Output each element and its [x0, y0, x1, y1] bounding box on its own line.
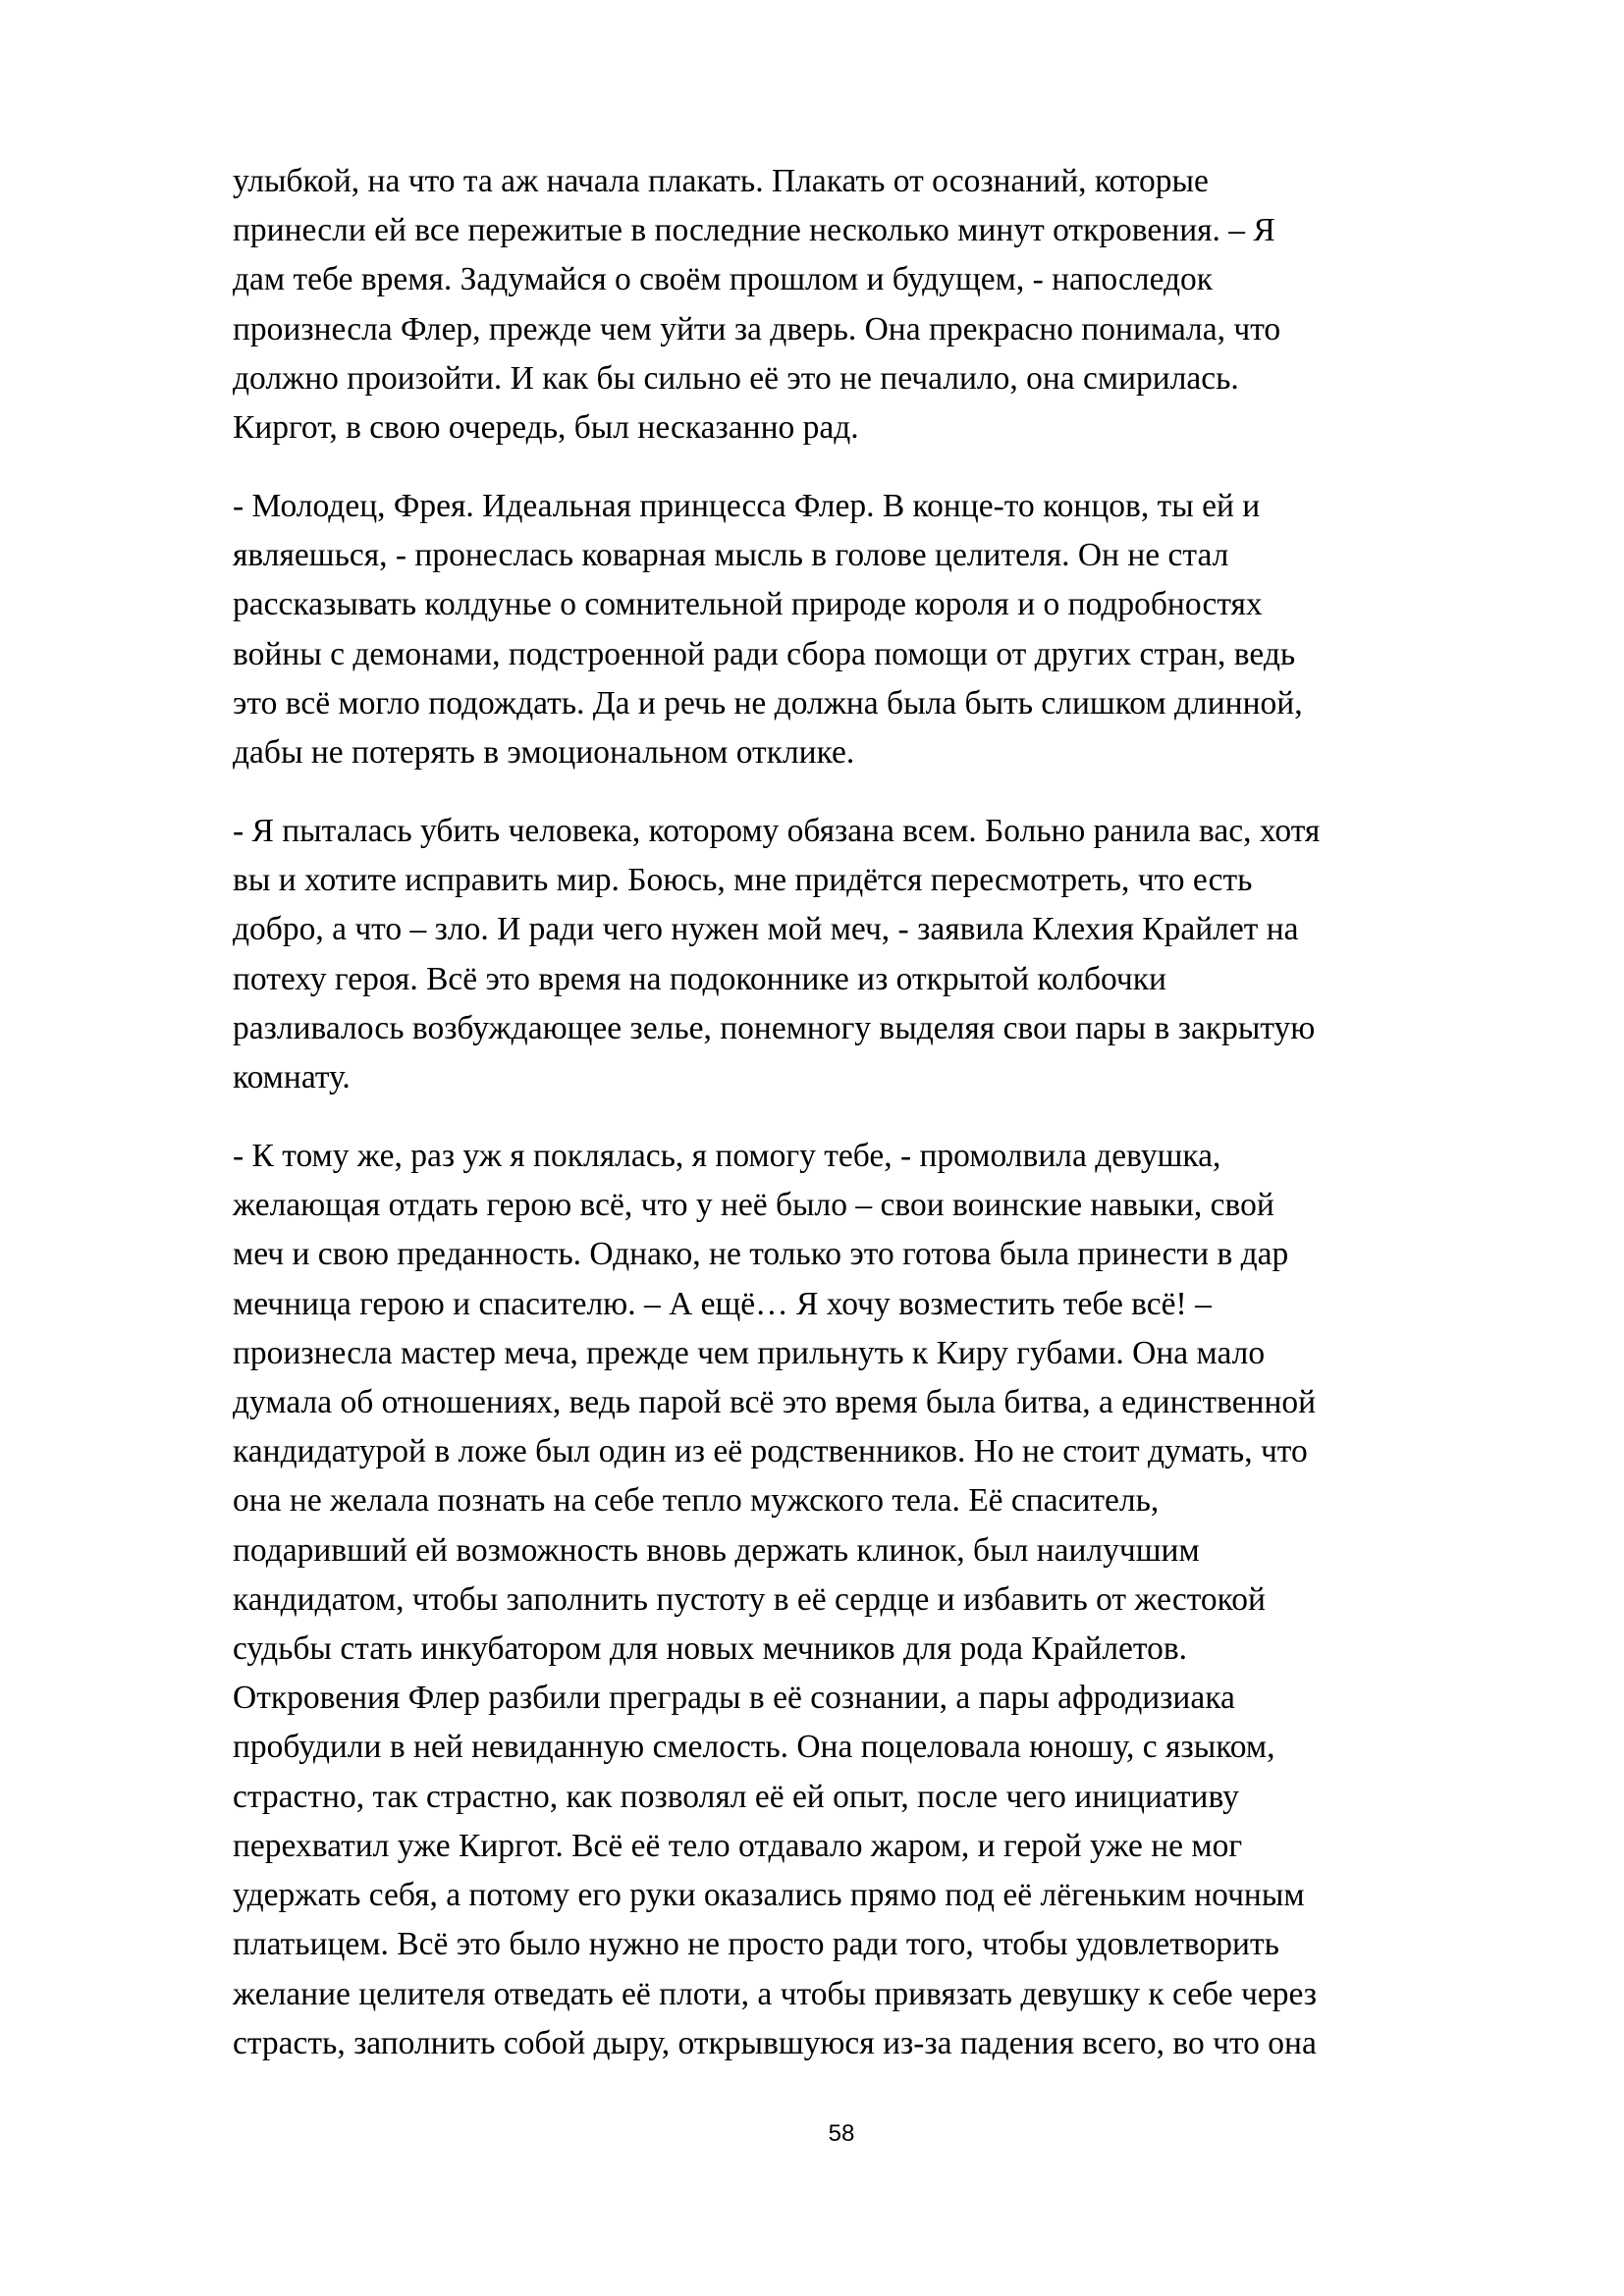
text-line: добро, а что – зло. И ради чего нужен мой меч, - заявила Клехия Крайлет на	[233, 911, 1299, 948]
text-line: рассказывать колдунье о сомнительной природе короля и о подробностях	[233, 586, 1263, 623]
text-line: должно произойти. И как бы сильно её это не печалило, она смирилась.	[233, 359, 1239, 397]
text-line: страстно, так страстно, как позволял её ей опыт, после чего инициативу	[233, 1778, 1239, 1815]
text-line: Откровения Флер разбили преграды в её сознании, а пары афродизиака	[233, 1680, 1235, 1717]
paragraph	[233, 807, 1529, 1102]
text-line: кандидатурой в ложе был один из её родственников. Но не стоит думать, что	[233, 1433, 1308, 1470]
text-line: вы и хотите исправить мир. Боюсь, мне придётся пересмотреть, что есть	[233, 862, 1253, 899]
text-line: улыбкой, на что та аж начала плакать. Плакать от осознаний, которые	[233, 163, 1209, 199]
text-line: кандидатом, чтобы заполнить пустоту в её сердце и избавить от жестокой	[233, 1580, 1266, 1618]
text-line: войны с демонами, подстроенной ради сбора помощи от других стран, ведь	[233, 635, 1296, 672]
text-line: принесли ей все пережитые в последние несколько минут откровения. – Я	[233, 212, 1275, 249]
text-line: желающая отдать герою всё, что у неё было – свои воинские навыки, свой	[233, 1187, 1274, 1224]
text-line: платьицем. Всё это было нужно не просто ради того, чтобы удовлетворить	[233, 1926, 1279, 1963]
text-line: страсть, заполнить собой дыру, открывшуюся из-за падения всего, во что она	[233, 2024, 1317, 2061]
text-line: произнесла Флер, прежде чем уйти за дверь. Она прекрасно понимала, что	[233, 310, 1281, 347]
text-line: потеху героя. Всё это время на подоконнике из открытой колбочки	[233, 960, 1166, 997]
text-line: мечница герою и спасителю. – А ещё… Я хочу возместить тебе всё! –	[233, 1285, 1212, 1322]
paragraph	[233, 482, 1529, 777]
text-line: подаривший ей возможность вновь держать клинок, был наилучшим	[233, 1531, 1200, 1569]
page-number: 58	[828, 2120, 855, 2147]
text-line: разливалось возбуждающее зелье, понемногу выделяя свои пары в закрытую	[233, 1009, 1316, 1046]
paragraph	[233, 157, 1529, 453]
text-line: это всё могло подождать. Да и речь не должна была быть слишком длинной,	[233, 684, 1303, 721]
text-line: - Я пыталась убить человека, которому обязана всем. Больно ранила вас, хотя	[233, 813, 1321, 850]
text-line: являешься, - пронеслась коварная мысль в голове целителя. Он не стал	[233, 537, 1229, 574]
text-line: желание целителя отведать её плоти, а чтобы привязать девушку к себе через	[233, 1975, 1317, 2012]
paragraph	[233, 1132, 1529, 2068]
text-line: Киргот, в свою очередь, был несказанно рад.	[233, 409, 859, 447]
text-line: комнату.	[233, 1059, 351, 1096]
text-line: пробудили в ней невиданную смелость. Она поцеловала юношу, с языком,	[233, 1729, 1275, 1766]
text-line: - К тому же, раз уж я поклялась, я помогу тебе, - промолвила девушка,	[233, 1138, 1221, 1175]
text-line: она не желала познать на себе тепло мужского тела. Её спаситель,	[233, 1482, 1160, 1520]
text-line: дабы не потерять в эмоциональном отклике.	[233, 734, 855, 772]
text-line: судьбы стать инкубатором для новых мечников для рода Крайлетов.	[233, 1630, 1188, 1668]
text-line: произнесла мастер меча, прежде чем прильнуть к Киру губами. Она мало	[233, 1334, 1266, 1371]
text-line: дам тебе время. Задумайся о своём прошлом и будущем, - напоследок	[233, 261, 1214, 298]
text-line: удержать себя, а потому его руки оказались прямо под её лёгеньким ночным	[233, 1877, 1305, 1914]
text-line: меч и свою преданность. Однако, не только это готова была принести в дар	[233, 1236, 1289, 1273]
body-text	[233, 157, 1529, 2098]
text-line: думала об отношениях, ведь парой всё это время была битва, а единственной	[233, 1384, 1317, 1421]
text-line: перехватил уже Киргот. Всё её тело отдавало жаром, и герой уже не мог	[233, 1827, 1243, 1864]
text-line: - Молодец, Фрея. Идеальная принцесса Флер. В конце-то концов, ты ей и	[233, 488, 1261, 525]
